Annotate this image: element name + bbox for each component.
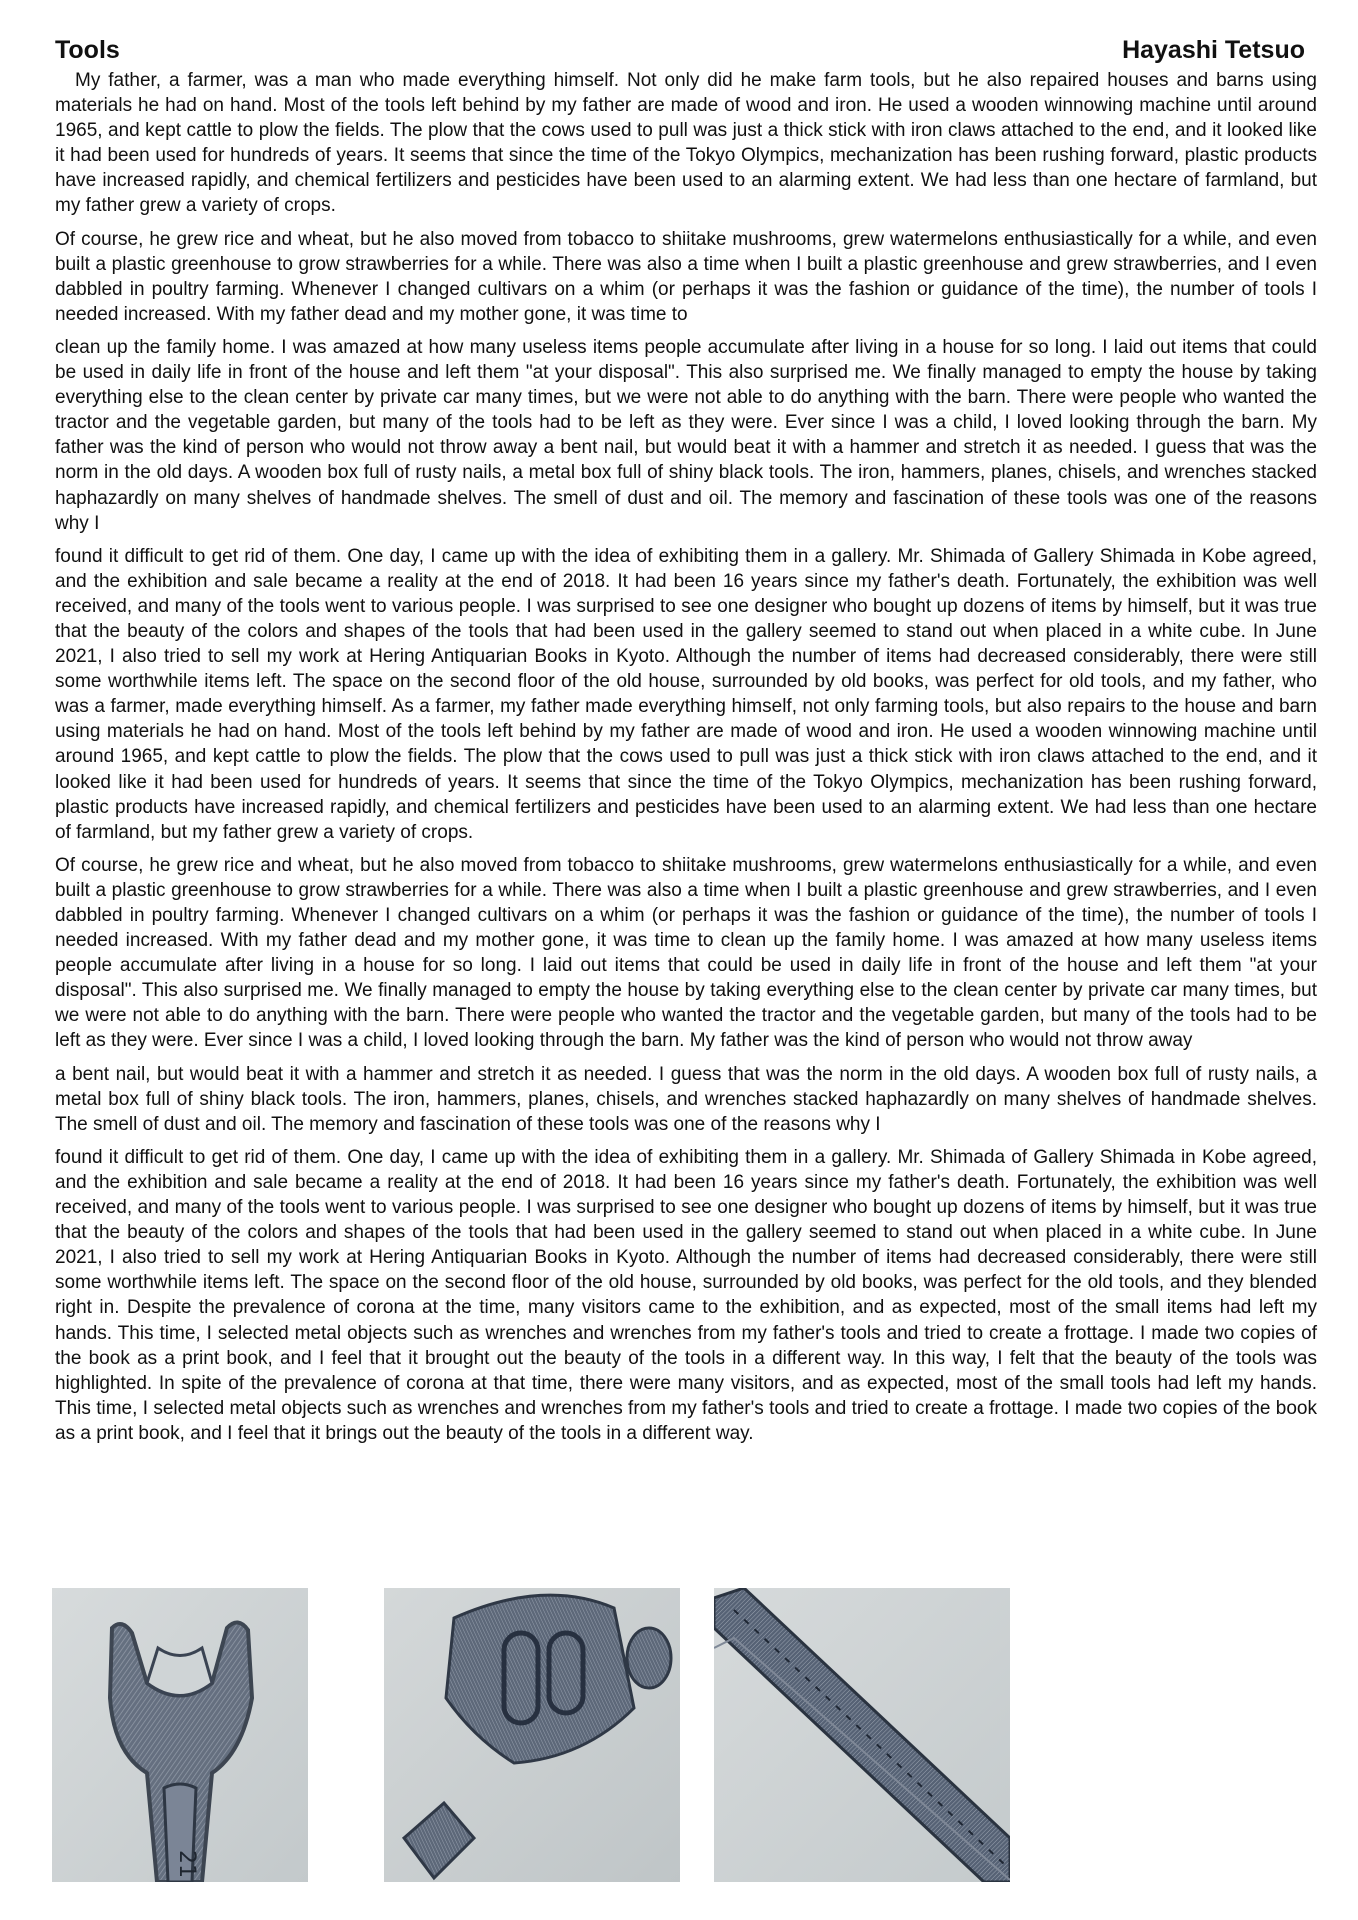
paragraph-5: Of course, he grew rice and wheat, but he also moved from tobacco to shiitake mushrooms, grew watermelons enthusiastically for a while, and even built a plastic greenhouse to grow strawberries for a while. There was also a time when I built a plastic greenhouse and grew strawberries, and I even dabbled in poultry farming. Whenever I changed cultivars on a whim (or perhaps it was the fashion or guidance of the time), the number of tools I needed increased. With my father dead and my mother gone, it was time to clean up the family home. I was amazed at how many useless items people accumulate after living in a house for so long. I laid out items that could be used in daily life in front of the house and left them "at your disposal". This also surprised me. We finally managed to empty the house by taking everything else to the clean center by private car many times, but we were not able to do anything with the barn. There were people who wanted the tractor and the vegetable garden, but many of the tools had to be left as they were. Ever since I was a child, I loved looking through the barn. My father was the kind of person who would not throw away [55, 854, 1317, 1052]
tool-head-frottage-icon [384, 1588, 680, 1882]
page-title: Tools [55, 36, 120, 64]
tool-handle-frottage-icon [714, 1588, 1010, 1882]
article-body [55, 68, 1317, 1454]
paragraph-1: My father, a farmer, was a man who made everything himself. Not only did he make farm tools, but he also repaired houses and barns using materials he had on hand. Most of the tools left behind by my father are made of wood and iron. He used a wooden winnowing machine until around 1965, and kept cattle to plow the fields. The plow that the cows used to pull was just a thick stick with iron claws attached to the end, and it looked like it had been used for hundreds of years. It seems that since the time of the Tokyo Olympics, mechanization has been rushing forward, plastic products have increased rapidly, and chemical fertilizers and pesticides have been used to an alarming extent. We had less than one hectare of farmland, but my father grew a variety of crops. [55, 70, 1317, 217]
paragraph-2: Of course, he grew rice and wheat, but he also moved from tobacco to shiitake mushrooms, grew watermelons enthusiastically for a while, and even built a plastic greenhouse to grow strawberries for a while. There was also a time when I built a plastic greenhouse and grew strawberries, and I even dabbled in poultry farming. Whenever I changed cultivars on a whim (or perhaps it was the fashion or guidance of the time), the number of tools I needed increased. With my father dead and my mother gone, it was time to [55, 228, 1317, 325]
wrench-frottage-icon [52, 1588, 308, 1882]
paragraph-6: a bent nail, but would beat it with a hammer and stretch it as needed. I guess that was the norm in the old days. A wooden box full of rusty nails, a metal box full of shiny black tools. The iron, hammers, planes, chisels, and wrenches stacked haphazardly on many shelves of handmade shelves. The smell of dust and oil. The memory and fascination of these tools was one of the reasons why I [55, 1063, 1317, 1135]
tool-handle-frottage-photo [714, 1588, 1010, 1882]
paragraph-3: clean up the family home. I was amazed at how many useless items people accumulate after living in a house for so long. I laid out items that could be used in daily life in front of the house and left them "at your disposal". This also surprised me. We finally managed to empty the house by taking everything else to the clean center by private car many times, but we were not able to do anything with the barn. There were people who wanted the tractor and the vegetable garden, but many of the tools had to be left as they were. Ever since I was a child, I loved looking through the barn. My father was the kind of person who would not throw away a bent nail, but would beat it with a hammer and stretch it as needed. I guess that was the norm in the old days. A wooden box full of rusty nails, a metal box full of shiny black tools. The iron, hammers, planes, chisels, and wrenches stacked haphazardly on many shelves of handmade shelves. The smell of dust and oil. The memory and fascination of these tools was one of the reasons why I [55, 336, 1317, 534]
wrench-frottage-photo [52, 1588, 308, 1882]
wrench-marking: 21 [174, 1850, 199, 1878]
author-name: Hayashi Tetsuo [1122, 36, 1305, 64]
paragraph-4: found it difficult to get rid of them. One day, I came up with the idea of exhibiting them in a gallery. Mr. Shimada of Gallery Shimada in Kobe agreed, and the exhibition and sale became a reality at the end of 2018. It had been 16 years since my father's death. Fortunately, the exhibition was well received, and many of the tools went to various people. I was surprised to see one designer who bought up dozens of items by himself, but it was true that the beauty of the colors and shapes of the tools that had been used in the gallery seemed to stand out when placed in a white cube. In June 2021, I also tried to sell my work at Hering Antiquarian Books in Kyoto. Although the number of items had decreased considerably, there were still some worthwhile items left. The space on the second floor of the old house, surrounded by old books, was perfect for old tools, and my father, who was a farmer, made everything himself. As a farmer, my father made everything himself, not only farming tools, but also repairs to the house and barn using materials he had on hand. Most of the tools left behind by my father are made of wood and iron. He used a wooden winnowing machine until around 1965, and kept cattle to plow the fields. The plow that the cows used to pull was just a thick stick with iron claws attached to the end, and it looked like it had been used for hundreds of years. It seems that since the time of the Tokyo Olympics, mechanization has been rushing forward, plastic products have increased rapidly, and chemical fertilizers and pesticides have been used to an alarming extent. We had less than one hectare of farmland, but my father grew a variety of crops. [55, 545, 1317, 843]
tool-head-frottage-photo [384, 1588, 680, 1882]
page-header [55, 36, 1305, 64]
paragraph-7: found it difficult to get rid of them. One day, I came up with the idea of exhibiting them in a gallery. Mr. Shimada of Gallery Shimada in Kobe agreed, and the exhibition and sale became a reality at the end of 2018. It had been 16 years since my father's death. Fortunately, the exhibition was well received, and many of the tools went to various people. I was surprised to see one designer who bought up dozens of items by himself, but it was true that the beauty of the colors and shapes of the tools that had been used in the gallery seemed to stand out when placed in a white cube. In June 2021, I also tried to sell my work at Hering Antiquarian Books in Kyoto. Although the number of items had decreased considerably, there were still some worthwhile items left. The space on the second floor of the old house, surrounded by old books, was perfect for the old tools, and they blended right in. Despite the prevalence of corona at the time, many visitors came to the exhibition, and as expected, most of the small items had left my hands. This time, I selected metal objects such as wrenches and wrenches from my father's tools and tried to create a frottage. I made two copies of the book as a print book, and I feel that it brought out the beauty of the tools in a different way. In this way, I felt that the beauty of the tools was highlighted. In spite of the prevalence of corona at that time, there were many visitors, and as expected, most of the small tools had left my hands. This time, I selected metal objects such as wrenches and wrenches from my father's tools and tried to create a frottage. I made two copies of the book as a print book, and I feel that it brings out the beauty of the tools in a different way. [55, 1146, 1317, 1444]
